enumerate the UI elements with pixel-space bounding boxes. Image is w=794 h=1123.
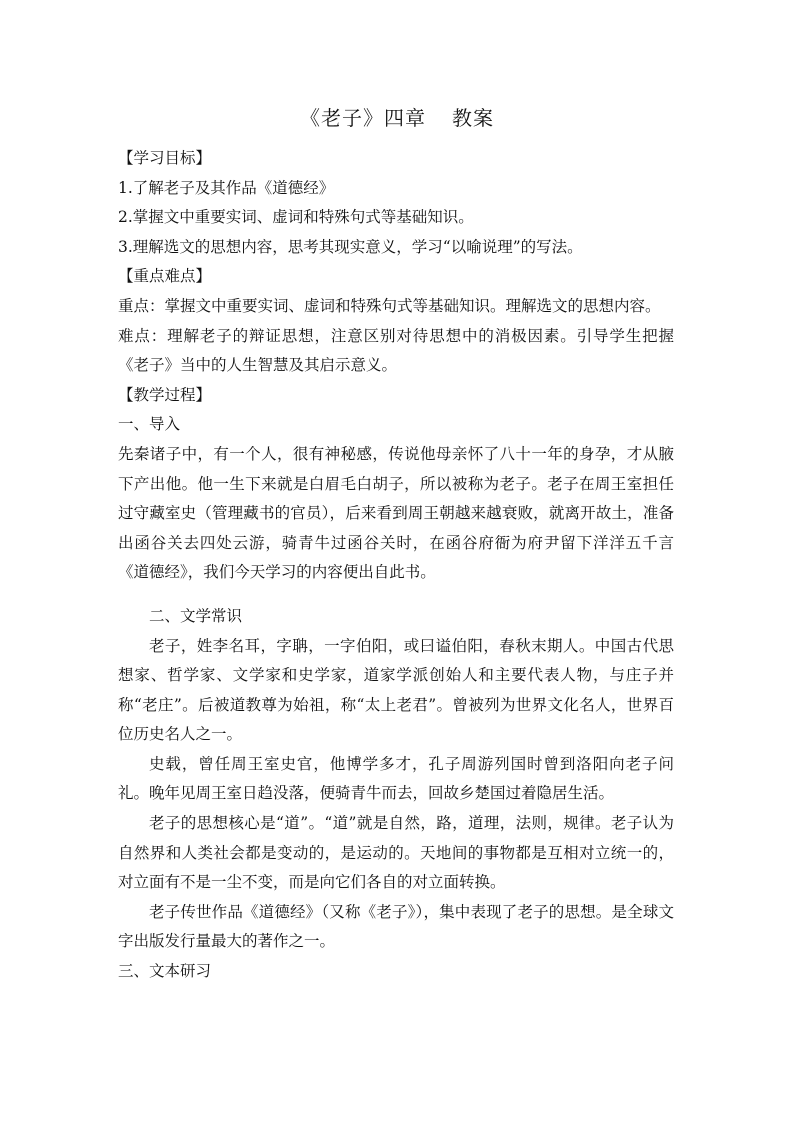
goal-item: 1.了解老子及其作品《道德经》 xyxy=(118,178,335,197)
page-title xyxy=(0,104,794,132)
process-heading: 【教学过程】 xyxy=(118,385,212,404)
goal-item: 3.理解选文的思想内容，思考其现实意义，学习“以喻说理”的写法。 xyxy=(118,237,583,256)
difficulty-point: 难点：理解老子的辩证思想，注意区别对待思想中的消极因素。引导学生把握《老子》当中的人生智慧及其启示意义。 xyxy=(118,326,674,375)
section1-heading: 一、导入 xyxy=(118,415,181,434)
goals-heading: 【学习目标】 xyxy=(118,149,212,167)
title-main: 《老子》四章 xyxy=(300,106,426,130)
key-heading: 【重点难点】 xyxy=(118,267,212,286)
goal-item: 2.掌握文中重要实词、虚词和特殊句式等基础知识。 xyxy=(118,208,474,227)
section2-paragraph: 史载，曾任周王室史官，他博学多才，孔子周游列国时曾到洛阳向老子问礼。晚年见周王室日趋没落，便骑青牛而去，回故乡楚国过着隐居生活。 xyxy=(118,754,674,803)
section2-paragraph: 老子，姓李名耳，字聃，一字伯阳，或曰谥伯阳，春秋末期人。中国古代思想家、哲学家、文学家和史学家，道家学派创始人和主要代表人物，与庄子并称“老庄”。后被道教尊为始祖，称“太上老君”。曾被列为世界文化名人，世界百位历史名人之一。 xyxy=(118,636,674,744)
document-body xyxy=(118,144,674,987)
section2-paragraph: 老子传世作品《道德经》（又称《老子》），集中表现了老子的思想。是全球文字出版发行量最大的著作之一。 xyxy=(118,902,674,951)
section2-paragraph: 老子的思想核心是“道”。“道”就是自然，路，道理，法则，规律。老子认为自然界和人类社会都是变动的，是运动的。天地间的事物都是互相对立统一的，对立面有不是一尘不变，而是向它们各自的对立面转换。 xyxy=(118,814,674,892)
title-sub: 教案 xyxy=(452,106,494,130)
section1-text: 先秦诸子中，有一个人，很有神秘感，传说他母亲怀了八十一年的身孕，才从腋下产出他。他一生下来就是白眉毛白胡子，所以被称为老子。老子在周王室担任过守藏室史（管理藏书的官员），后来看到周王朝越来越衰败，就离开故土，准备出函谷关去四处云游，骑青牛过函谷关时，在函谷府衙为府尹留下洋洋五千言《道德经》，我们今天学习的内容便出自此书。 xyxy=(118,444,674,582)
section3-heading: 三、文本研习 xyxy=(118,962,212,981)
section2-heading: 二、文学常识 xyxy=(149,606,243,625)
key-point: 重点：掌握文中重要实词、虚词和特殊句式等基础知识。理解选文的思想内容。 xyxy=(118,296,661,315)
